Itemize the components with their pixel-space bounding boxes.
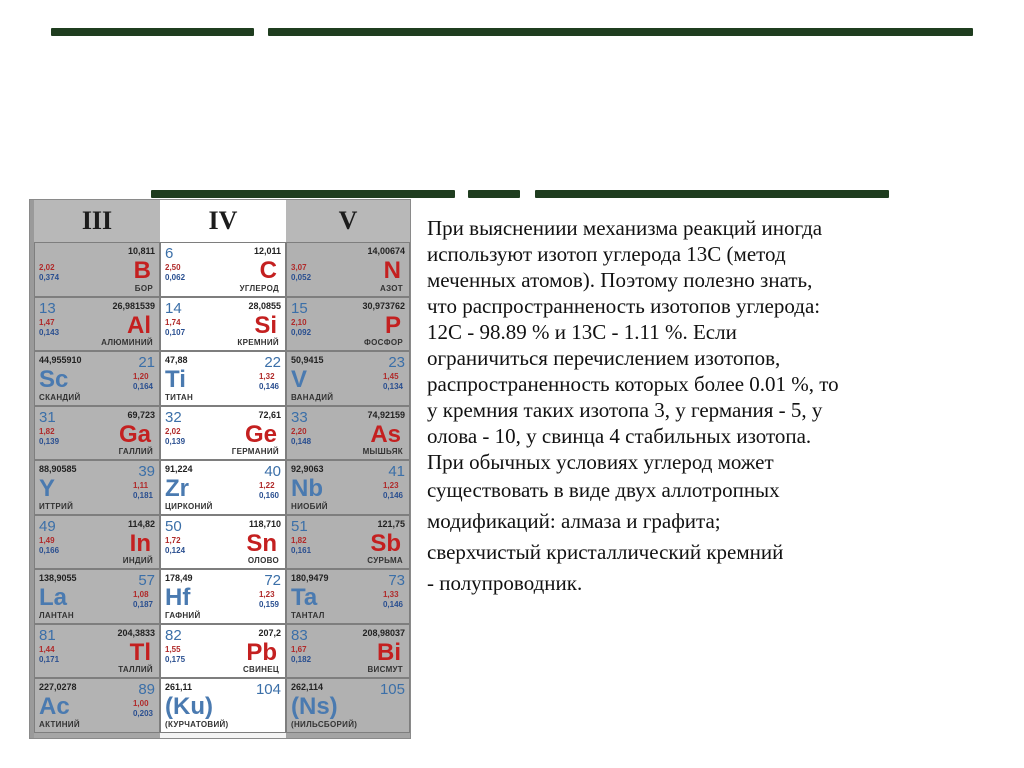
atomic-mass: 118,710 — [248, 518, 281, 529]
atomic-mass: 72,61 — [258, 409, 281, 420]
atomic-mass: 178,49 — [165, 573, 193, 583]
element-name: СВИНЕЦ — [242, 665, 279, 674]
atomic-mass: 92,9063 — [291, 464, 324, 474]
atomic-mass: 28,0855 — [248, 300, 281, 311]
value-line: 1,33 — [382, 590, 399, 599]
element-cell — [160, 242, 286, 297]
element-cell — [34, 515, 160, 570]
element-cell — [34, 569, 160, 624]
element-symbol: B — [133, 257, 151, 284]
atomic-mass: 14,00674 — [367, 246, 405, 256]
text-line: При обычных условиях углерод может — [427, 450, 774, 474]
element-name: ОЛОВО — [247, 556, 279, 565]
text-line: сверхчистый кристаллический кремний — [427, 540, 784, 564]
value-line: 0,139 — [39, 436, 60, 446]
value-line: 0,134 — [382, 382, 403, 391]
atomic-mass: 50,9415 — [291, 355, 324, 365]
text-line: олова - 10, у свинца 4 стабильных изотопа. — [427, 424, 812, 448]
subtitle-bar-2 — [468, 190, 520, 198]
subtitle-bar-3 — [535, 190, 889, 198]
electronegativity-values — [259, 481, 279, 501]
atomic-number: 72 — [264, 572, 281, 589]
element-cell — [34, 624, 160, 679]
element-cell — [160, 678, 286, 733]
value-line: 1,23 — [258, 590, 275, 599]
element-cell — [34, 297, 160, 352]
electronegativity-values — [383, 590, 403, 610]
element-cell — [286, 678, 410, 733]
element-name: ГЕРМАНИЙ — [231, 447, 279, 456]
element-name: ГАФНИЙ — [165, 610, 201, 620]
text-line: 12С - 98.89 % и 13С - 1.11 %. Если — [427, 320, 737, 344]
element-name: ИНДИЙ — [122, 556, 153, 565]
element-cell — [160, 297, 286, 352]
electronegativity-values — [133, 372, 153, 392]
atomic-mass: 207,2 — [258, 627, 281, 638]
value-line: 1,49 — [39, 535, 55, 545]
element-cell — [160, 515, 286, 570]
element-symbol: Nb — [291, 475, 323, 502]
atomic-mass: 138,9055 — [39, 573, 77, 583]
element-cell — [286, 460, 410, 515]
element-cell — [286, 242, 410, 297]
text-line: существовать в виде двух аллотропных — [427, 478, 780, 502]
value-line: 0,146 — [382, 491, 403, 500]
element-symbol: Y — [39, 475, 56, 502]
element-cell — [34, 351, 160, 406]
value-line: 1,00 — [132, 699, 149, 708]
electronegativity-values — [383, 372, 403, 392]
element-cell — [34, 460, 160, 515]
value-line: 0,175 — [165, 654, 186, 664]
electronegativity-values — [291, 645, 311, 665]
value-line: 1,55 — [165, 644, 181, 654]
value-line: 2,02 — [165, 426, 181, 436]
electronegativity-values — [39, 427, 59, 447]
atomic-number: 73 — [388, 572, 405, 589]
value-line: 0,062 — [165, 273, 186, 282]
value-line: 0,166 — [39, 545, 60, 555]
element-name: НИОБИЙ — [291, 501, 328, 511]
value-line: 0,187 — [132, 600, 153, 609]
atomic-mass: 91,224 — [165, 464, 193, 474]
value-line: 0,161 — [291, 545, 312, 555]
atomic-mass: 74,92159 — [367, 409, 405, 420]
text-line: распространенность которых более 0.01 %, то — [427, 372, 839, 396]
electronegativity-values — [165, 645, 185, 665]
element-cell — [34, 242, 160, 297]
element-symbol: Ga — [118, 420, 151, 448]
element-symbol: Sn — [246, 529, 277, 557]
element-cell — [286, 624, 410, 679]
group-header: IV — [160, 200, 286, 242]
element-name: ГАЛЛИЙ — [118, 447, 153, 456]
value-line: 1,22 — [258, 481, 275, 490]
title-bar-right — [268, 28, 973, 36]
atomic-number: 15 — [291, 299, 308, 317]
element-cell — [286, 297, 410, 352]
element-name: АЗОТ — [380, 283, 403, 293]
atomic-number: 23 — [388, 354, 405, 371]
atomic-number: 57 — [138, 572, 155, 589]
element-symbol: As — [370, 420, 401, 448]
atomic-mass: 208,98037 — [362, 627, 405, 638]
atomic-mass: 10,811 — [127, 246, 155, 256]
atomic-number: 14 — [165, 299, 182, 317]
electronegativity-values — [165, 318, 185, 338]
electronegativity-values — [39, 536, 59, 556]
atomic-number: 40 — [264, 463, 281, 480]
value-line: 0,143 — [39, 327, 60, 337]
value-line: 0,182 — [291, 654, 312, 664]
text-line: - полупроводник. — [427, 571, 583, 595]
electronegativity-values — [133, 699, 153, 719]
atomic-mass: 44,955910 — [39, 355, 82, 365]
atomic-mass: 30,973762 — [362, 300, 405, 311]
value-line: 1,47 — [39, 317, 55, 327]
atomic-number: 81 — [39, 626, 56, 644]
value-line: 1,11 — [132, 481, 149, 490]
electronegativity-values — [291, 263, 311, 283]
atomic-number: 104 — [255, 681, 281, 698]
value-line: 0,171 — [39, 654, 60, 664]
element-cell — [160, 624, 286, 679]
value-line: 1,74 — [165, 317, 181, 327]
electronegativity-values — [165, 263, 185, 283]
atomic-mass: 88,90585 — [39, 464, 77, 474]
atomic-number: 105 — [379, 681, 405, 698]
value-line: 0,203 — [132, 709, 153, 718]
element-symbol: La — [39, 584, 68, 611]
atomic-mass: 114,82 — [127, 518, 155, 529]
element-cell — [160, 351, 286, 406]
atomic-mass: 69,723 — [127, 409, 155, 420]
periodic-table-image — [30, 200, 410, 738]
element-name: УГЛЕРОД — [239, 283, 279, 293]
value-line: 1,32 — [258, 372, 275, 381]
atomic-number: 41 — [388, 463, 405, 480]
element-name: ИТТРИЙ — [39, 501, 74, 511]
element-name: ТИТАН — [165, 392, 194, 402]
value-line: 1,82 — [39, 426, 55, 436]
atomic-number: 31 — [39, 408, 56, 426]
group-header: V — [286, 200, 410, 242]
value-line: 1,67 — [291, 644, 307, 654]
value-line: 1,45 — [382, 372, 399, 381]
electronegativity-values — [39, 645, 59, 665]
atomic-mass: 26,981539 — [112, 300, 155, 311]
element-name: (КУРЧАТОВИЙ) — [165, 719, 229, 729]
element-symbol: Ge — [244, 420, 277, 448]
element-symbol: Tl — [129, 638, 151, 666]
element-name: КРЕМНИЙ — [237, 338, 279, 347]
element-symbol: N — [383, 257, 401, 284]
element-cell — [34, 406, 160, 461]
element-symbol: Si — [254, 311, 277, 339]
atomic-mass: 227,0278 — [39, 682, 77, 692]
electronegativity-values — [291, 318, 311, 338]
element-symbol: Sc — [39, 366, 69, 393]
element-name: ВИСМУТ — [367, 665, 403, 674]
value-line: 1,72 — [165, 535, 181, 545]
atomic-number: 32 — [165, 408, 182, 426]
value-line: 1,23 — [382, 481, 399, 490]
group-header: III — [34, 200, 160, 242]
value-line: 3,07 — [291, 263, 307, 272]
element-name: БОР — [134, 283, 153, 293]
text-line: ограничиться перечислением изотопов, — [427, 346, 781, 370]
electronegativity-values — [259, 372, 279, 392]
electronegativity-values — [383, 481, 403, 501]
atomic-number: 49 — [39, 517, 56, 535]
element-name: ТАЛЛИЙ — [118, 665, 153, 674]
atomic-number: 89 — [138, 681, 155, 698]
atomic-number: 82 — [165, 626, 182, 644]
element-name: ВАНАДИЙ — [291, 392, 334, 402]
atomic-mass: 180,9479 — [291, 573, 329, 583]
electronegativity-values — [259, 590, 279, 610]
atomic-number: 13 — [39, 299, 56, 317]
body-text — [427, 215, 967, 599]
electronegativity-values — [39, 263, 59, 283]
element-cell — [160, 460, 286, 515]
element-name: АКТИНИЙ — [39, 719, 80, 729]
electronegativity-values — [133, 481, 153, 501]
electronegativity-values — [291, 536, 311, 556]
value-line: 1,20 — [132, 372, 149, 381]
value-line: 0,107 — [165, 327, 186, 337]
element-cell — [286, 569, 410, 624]
element-symbol: (Ns) — [291, 693, 338, 720]
text-line: используют изотоп углерода 13С (метод — [427, 242, 786, 266]
element-symbol: V — [291, 366, 308, 393]
value-line: 0,148 — [291, 436, 312, 446]
atomic-mass: 204,3833 — [117, 627, 155, 638]
atomic-mass: 121,75 — [377, 518, 405, 529]
atomic-number: 51 — [291, 517, 308, 535]
value-line: 1,08 — [132, 590, 149, 599]
element-cell — [34, 678, 160, 733]
atomic-mass: 261,11 — [165, 682, 193, 692]
electronegativity-values — [291, 427, 311, 447]
element-name: СКАНДИЙ — [39, 392, 81, 402]
element-cell — [160, 569, 286, 624]
value-line: 0,374 — [39, 273, 60, 282]
title-bar-left — [51, 28, 254, 36]
element-name: ФОСФОР — [363, 338, 403, 347]
value-line: 0,146 — [258, 382, 279, 391]
atomic-number: 33 — [291, 408, 308, 426]
element-cell — [286, 515, 410, 570]
value-line: 0,160 — [258, 491, 279, 500]
value-line: 0,052 — [291, 273, 312, 282]
value-line: 2,20 — [291, 426, 307, 436]
element-name: ЛАНТАН — [39, 610, 74, 620]
atomic-mass: 262,114 — [291, 682, 324, 692]
element-symbol: Al — [127, 311, 151, 339]
element-name: СУРЬМА — [367, 556, 403, 565]
text-line: меченных атомов). Поэтому полезно знать, — [427, 268, 813, 292]
subtitle-bar-1 — [151, 190, 455, 198]
atomic-mass: 47,88 — [165, 355, 188, 365]
text-line: что распространненость изотопов углерода: — [427, 294, 821, 318]
element-cell — [286, 351, 410, 406]
element-symbol: In — [129, 529, 151, 557]
element-symbol: Zr — [165, 475, 189, 502]
value-line: 2,50 — [165, 263, 181, 272]
element-name: (НИЛЬСБОРИЙ) — [291, 719, 358, 729]
element-symbol: Sb — [370, 529, 401, 557]
atomic-number: 50 — [165, 517, 182, 535]
element-symbol: Bi — [377, 638, 401, 666]
element-symbol: Ta — [291, 584, 318, 611]
electronegativity-values — [133, 590, 153, 610]
value-line: 0,124 — [165, 545, 186, 555]
value-line: 0,146 — [382, 600, 403, 609]
value-line: 0,092 — [291, 327, 312, 337]
atomic-number: 22 — [264, 354, 281, 371]
element-name: АЛЮМИНИЙ — [101, 338, 153, 347]
text-line: При выяснениии механизма реакций иногда — [427, 216, 823, 240]
value-line: 2,02 — [39, 263, 55, 272]
element-symbol: Ac — [39, 693, 70, 720]
atomic-number: 21 — [138, 354, 155, 371]
element-name: ЦИРКОНИЙ — [165, 501, 213, 511]
element-symbol: C — [259, 257, 277, 284]
atomic-number: 6 — [165, 245, 174, 262]
element-symbol: Pb — [246, 638, 277, 666]
atomic-mass: 12,011 — [253, 246, 281, 256]
value-line: 1,44 — [39, 644, 55, 654]
element-symbol: (Ku) — [165, 693, 213, 720]
element-symbol: Ti — [165, 366, 186, 393]
value-line: 0,159 — [258, 600, 279, 609]
element-symbol: P — [384, 311, 401, 339]
element-cell — [160, 406, 286, 461]
element-name: МЫШЬЯК — [362, 447, 403, 456]
atomic-number: 39 — [138, 463, 155, 480]
value-line: 2,10 — [291, 317, 307, 327]
text-line: у кремния таких изотопа 3, у германия - 5, у — [427, 398, 823, 422]
element-cell — [286, 406, 410, 461]
text-line: модификаций: алмаза и графита; — [427, 509, 721, 533]
value-line: 0,181 — [132, 491, 153, 500]
value-line: 1,82 — [291, 535, 307, 545]
value-line: 0,164 — [132, 382, 153, 391]
element-name: ТАНТАЛ — [291, 610, 325, 620]
electronegativity-values — [165, 536, 185, 556]
electronegativity-values — [165, 427, 185, 447]
value-line: 0,139 — [165, 436, 186, 446]
element-symbol: Hf — [165, 584, 191, 611]
atomic-number: 83 — [291, 626, 308, 644]
electronegativity-values — [39, 318, 59, 338]
